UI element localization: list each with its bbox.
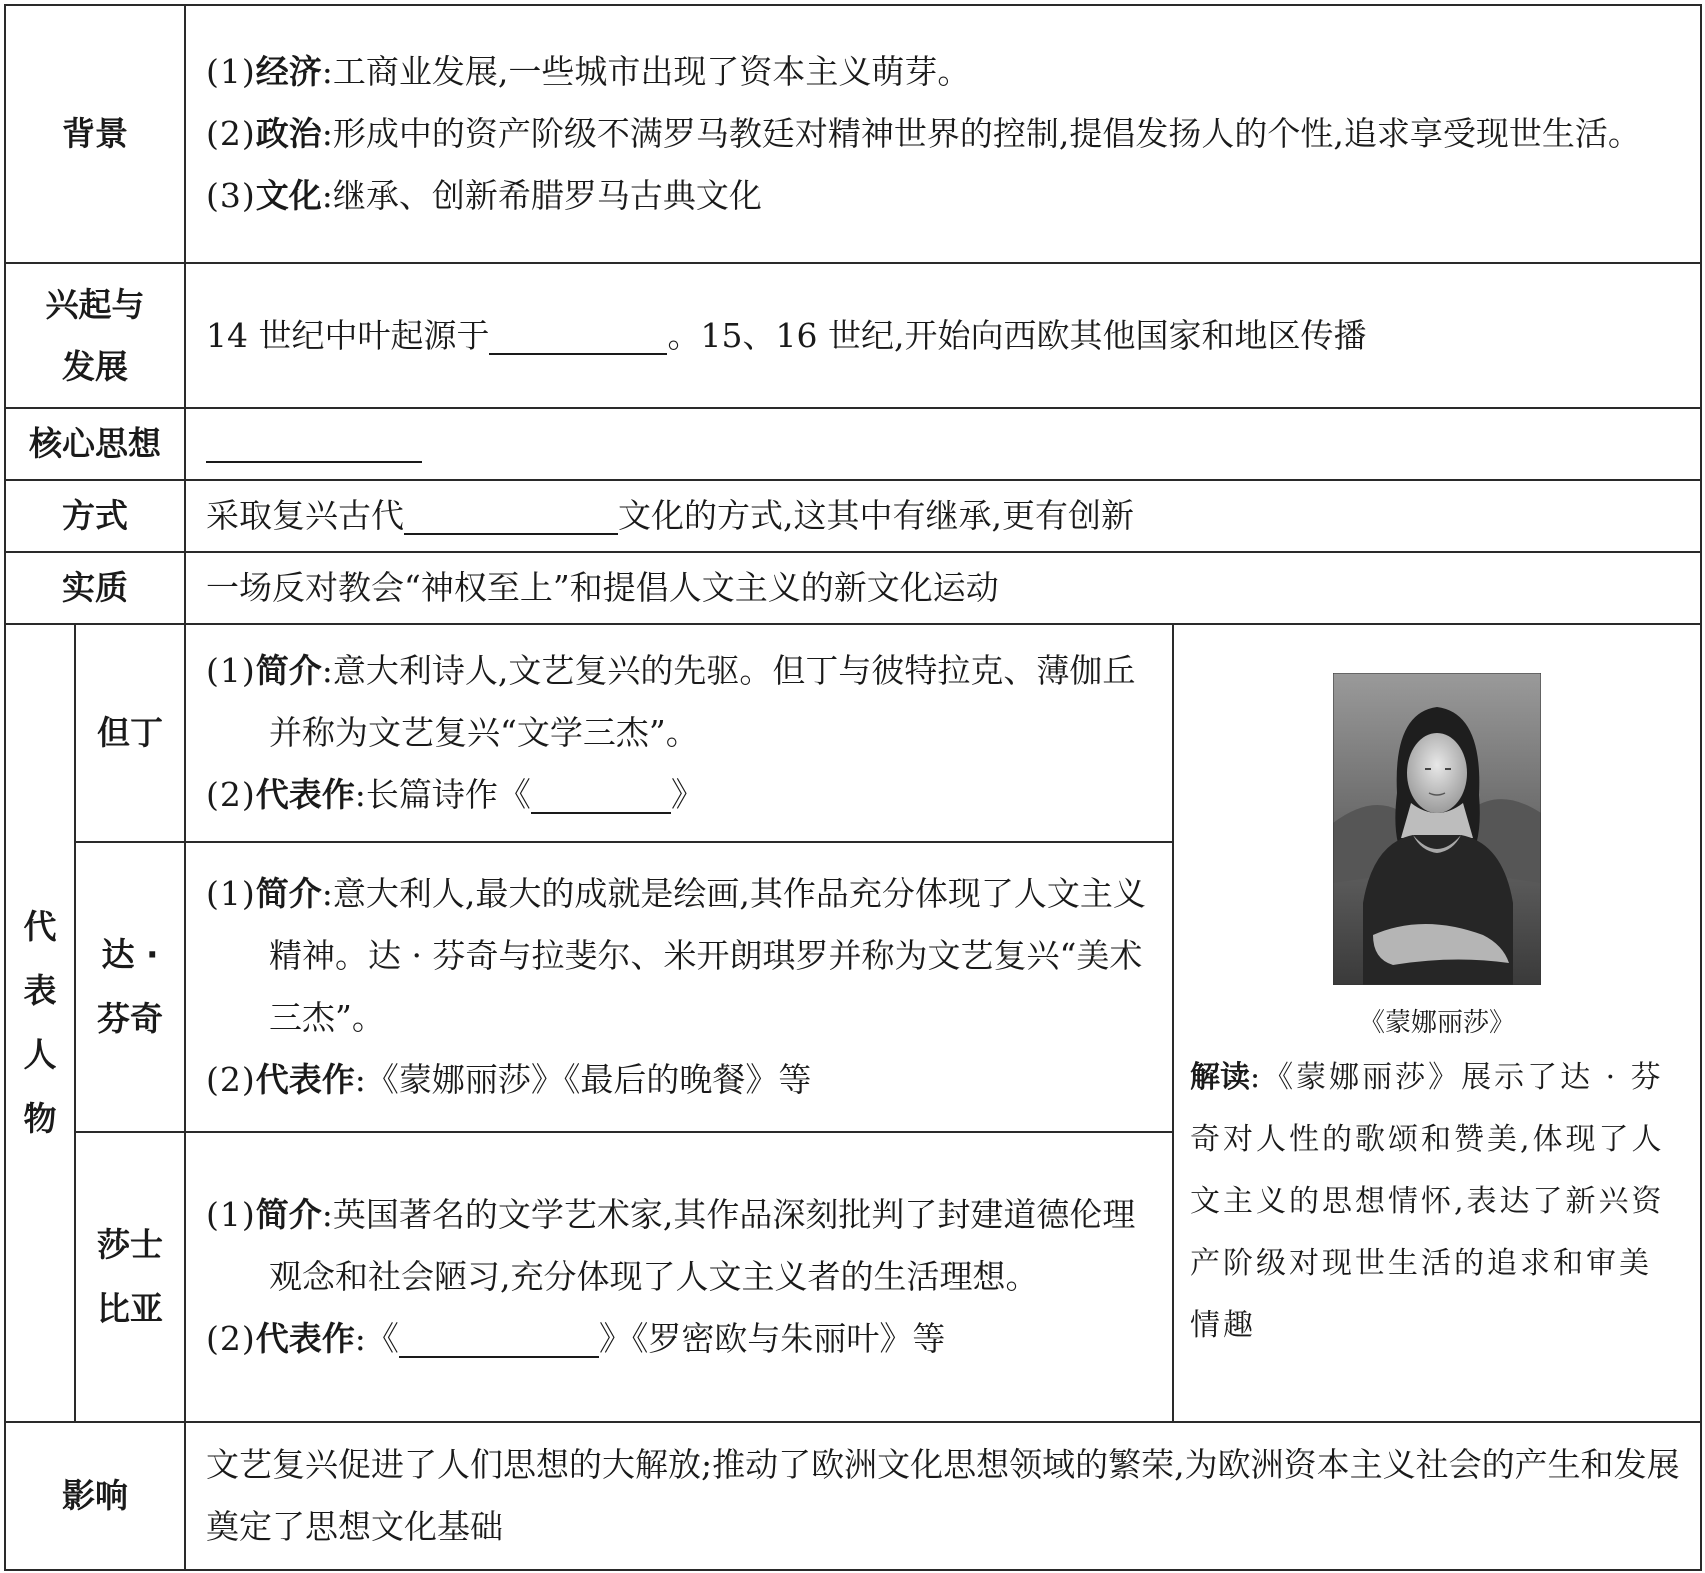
painting-caption: 《蒙娜丽莎》 (1359, 1008, 1516, 1038)
row-essence (5, 552, 1701, 624)
blank-core-idea[interactable] (206, 425, 422, 463)
text-economy: 工商业发展,一些城市出现了资本主义萌芽。 (332, 52, 971, 91)
blank-shakespeare-work[interactable] (399, 1320, 599, 1358)
background-content (185, 5, 1701, 263)
davinci-intro: 意大利人,最大的成就是绘画,其作品充分体现了人文主义精神。达 · 芬奇与拉斐尔、米开朗琪罗并称为文艺复兴“美术三杰”。 (269, 874, 1146, 1037)
header-method: 方式 (5, 480, 185, 552)
header-background: 背景 (5, 5, 185, 263)
background-item-culture: (3)文化:继承、创新希腊罗马古典文化 (206, 176, 762, 215)
interp-label: 解读 (1190, 1060, 1250, 1095)
header-rise: 兴起与 发展 (5, 263, 185, 408)
row-core (5, 408, 1701, 480)
row-impact (5, 1422, 1701, 1570)
impact-content: 文艺复兴促进了人们思想的大解放;推动了欧洲文化思想领域的繁荣,为欧洲资本主义社会的产生和发展奠定了思想文化基础 (185, 1422, 1701, 1570)
method-content: 采取复兴古代 文化的方式,这其中有继承,更有创新 (185, 480, 1701, 552)
name-davinci: 达 · 芬奇 (75, 842, 185, 1132)
background-item-economy: (1)经济:工商业发展,一些城市出现了资本主义萌芽。 (206, 52, 971, 91)
header-figures: 代 表 人 物 (5, 624, 75, 1422)
dante-content: (1)简介:意大利诗人,文艺复兴的先驱。但丁与彼特拉克、薄伽丘并称为文艺复兴“文学三杰”。 (2)代表作:长篇诗作《 》 (185, 624, 1173, 842)
renaissance-table (4, 4, 1702, 1571)
header-essence: 实质 (5, 552, 185, 624)
row-rise (5, 263, 1701, 408)
row-method (5, 480, 1701, 552)
label-economy: 经济 (255, 52, 322, 91)
name-shakespeare: 莎士 比亚 (75, 1132, 185, 1422)
label-politics: 政治 (255, 114, 322, 153)
name-dante: 但丁 (75, 624, 185, 842)
painting-interpretation: 解读:《蒙娜丽莎》展示了达 · 芬奇对人性的歌颂和赞美,体现了人文主义的思想情怀,表达了新兴资产阶级对现世生活的追求和审美情趣 (1190, 1060, 1665, 1343)
blank-ancient-culture[interactable] (404, 497, 618, 535)
rise-content: 14 世纪中叶起源于 。15、16 世纪,开始向西欧其他国家和地区传播 (185, 263, 1701, 408)
davinci-content: (1)简介:意大利人,最大的成就是绘画,其作品充分体现了人文主义精神。达 · 芬奇与拉斐尔、米开朗琪罗并称为文艺复兴“美术三杰”。 (2)代表作:《蒙娜丽莎》《最后的晚餐》等 (185, 842, 1173, 1132)
knowledge-table-sheet (4, 4, 1700, 1569)
dante-intro: 意大利诗人,文艺复兴的先驱。但丁与彼特拉克、薄伽丘并称为文艺复兴“文学三杰”。 (269, 651, 1136, 752)
essence-content: 一场反对教会“神权至上”和提倡人文主义的新文化运动 (185, 552, 1701, 624)
label-culture: 文化 (255, 176, 322, 215)
blank-origin[interactable] (489, 317, 667, 355)
blank-dante-work[interactable] (531, 776, 671, 814)
shakespeare-content: (1)简介:英国著名的文学艺术家,其作品深刻批判了封建道德伦理观念和社会陋习,充分体现了人文主义者的生活理想。 (2)代表作:《 》《罗密欧与朱丽叶》等 (185, 1132, 1173, 1422)
background-item-politics: (2)政治:形成中的资产阶级不满罗马教廷对精神世界的控制,提倡发扬人的个性,追求享受现世生活。 (206, 114, 1641, 153)
painting-cell (1173, 624, 1701, 1422)
header-core: 核心思想 (5, 408, 185, 480)
row-background (5, 5, 1701, 263)
core-content (185, 408, 1701, 480)
shakespeare-intro: 英国著名的文学艺术家,其作品深刻批判了封建道德伦理观念和社会陋习,充分体现了人文主义者的生活理想。 (269, 1195, 1136, 1296)
header-impact: 影响 (5, 1422, 185, 1570)
text-politics: 形成中的资产阶级不满罗马教廷对精神世界的控制,提倡发扬人的个性,追求享受现世生活。 (332, 114, 1641, 153)
davinci-works: 《蒙娜丽莎》《最后的晚餐》等 (365, 1060, 812, 1099)
text-culture: 继承、创新希腊罗马古典文化 (332, 176, 762, 215)
mona-lisa-image (1333, 673, 1541, 985)
row-dante (5, 624, 1701, 842)
interp-text: 《蒙娜丽莎》展示了达 · 芬奇对人性的歌颂和赞美,体现了人文主义的思想情怀,表达了新兴资产阶级对现世生活的追求和审美情趣 (1190, 1060, 1665, 1343)
